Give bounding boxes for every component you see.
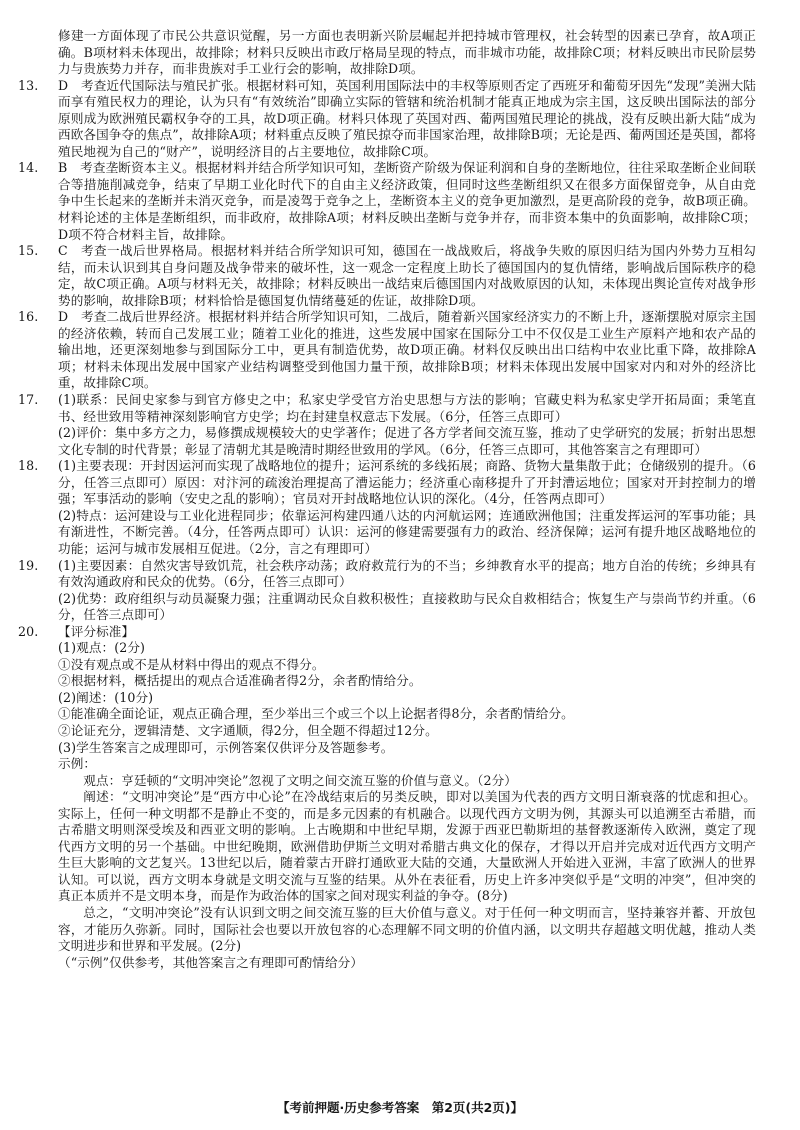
- item-text: D 考查近代国际法与殖民扩张。根据材料可知，英国利用国际法中的丰权等原则否定了西班牙和葡萄牙因先“发现”美洲大陆而享有殖民权力的理论，认为只有“有效统治”即确立实际的管辖和统治机制才能真正地成为宗主国，这反映出国际法的部分原则成为欧洲殖民霸权争夺的工具，故D项正确。材料只体现了英国对西、葡两国殖民理论的挑战，没有反映出新大陆“成为西欧各国争夺的焦点”，故排除A项；材料重点反映了殖民掠夺而非国家治理，故排除B项；无论是西、葡两国还是英国，都将殖民地视为自己的“财产”，说明经济目的占主要地位，故排除C项。: [58, 77, 756, 159]
- answer-item-20-title: [18, 623, 756, 641]
- scoring-note: (3)学生答案言之成理即可，示例答案仅供评分及答题参考。: [58, 739, 394, 755]
- answer-item-17-part2: (2)评价：集中多方之力，易修撰成规模较大的史学著作；促进了各方学者间交流互鉴，推动了史学研究的发展；折射出思想文化专制的时代背景；彰显了清朝尤其是晚清时期经世致用的学风。（6分，任答三点即可，其他答案言之有理即可）: [58, 425, 756, 457]
- answer-item-13: [18, 77, 756, 161]
- page-footer: 【考前押题·历史参考答案 第2页(共2页)】: [276, 1100, 524, 1115]
- answer-item-18-part1: [18, 458, 756, 508]
- answer-item-15: [18, 243, 756, 309]
- lead-paragraph: 修建一方面体现了市民公共意识觉醒，另一方面也表明新兴阶层崛起并把持城市管理权，社会转型的因素已孕育，故A项正确。B项材料未体现出，故排除；材料只反映出市政厅格局呈现的特点，而非城市功能，故排除C项；材料反映出市民阶层势力与贵族势力并存，而非贵族对手工业行会的影响，故排除D项。: [58, 28, 756, 77]
- item-number: 19.: [18, 557, 39, 573]
- example-conclusion: 总之，“文明冲突论”没有认识到文明之间交流互鉴的巨大价值与意义。对于任何一种文明而言，坚持兼容并蓄、开放包容，才能历久弥新。同时，国际社会也要以开放包容的心态理解不同文明的价值内涵，以文明共存超越文明优越，推动人类文明进步和世界和平发展。(2分): [58, 904, 756, 954]
- example-label: 示例：: [58, 756, 97, 772]
- item-number: 14.: [18, 160, 39, 176]
- example-elaboration: 阐述：“文明冲突论”是“西方中心论”在冷战结束后的另类反映，即对以美国为代表的西方文明日渐衰落的忧虑和担心。实际上，任何一种文明都不是静止不变的，而是多元因素的有机融合。以现代西方文明为例，其源头可以追溯至古希腊，而古希腊文明则深受埃及和西亚文明的影响。上古晚期和中世纪早期，发源于西亚巴勒斯坦的基督教逐渐传入欧洲，奠定了现代西方文明的另一个基础。中世纪晚期，欧洲借助伊斯兰文明对希腊古典文化的保存，才得以开启并完成对近代西方文明产生巨大影响的文艺复兴。13世纪以后，随着蒙古开辟打通欧亚大陆的交通，大量欧洲人开始进入亚洲，丰富了欧洲人的世界认知。可以说，西方文明本身就是文明交流与互鉴的结果。从外在表征看，历史上许多冲突似乎是“文明的冲突”，但冲突的真正本质并不是文明本身，而是作为政治体的国家之间对现实利益的争夺。(8分): [58, 789, 756, 904]
- item-number: 15.: [18, 243, 39, 259]
- scoring-argument: (2)阐述：(10分): [58, 689, 154, 705]
- example-disclaimer: （“示例”仅供参考，其他答案言之有理即可酌情给分）: [58, 954, 364, 970]
- answer-item-16: [18, 309, 756, 392]
- answer-content: [18, 28, 756, 971]
- item-number: 16.: [18, 309, 39, 325]
- item-text: (1)主要因素：自然灾害导致饥荒，社会秩序动荡；政府救荒行为的不当；乡绅教育水平的提高；地方自治的传统；乡绅具有有效沟通政府和民众的优势。（6分，任答三点即可）: [58, 557, 756, 590]
- item-number: 17.: [18, 392, 39, 408]
- item-number: 13.: [18, 77, 39, 93]
- item-text: C 考查一战后世界格局。根据材料并结合所学知识可知，德国在一战战败后，将战争失败的原因归结为国内外势力互相勾结，而未认识到其自身问题及战争带来的破坏性，这一观念一定程度上助长了德国国内的复仇情绪，影响战后国际秩序的稳定，故C项正确。A项与材料无关，故排除；材料反映出一战结束后德国国内对战败原因的认知，未体现出舆论宣传对战争形势的影响，故排除B项；材料恰恰是德国复仇情绪蔓延的佐证，故排除D项。: [58, 243, 756, 308]
- example-viewpoint: 观点：亨廷顿的“文明冲突论”忽视了文明之间交流互鉴的价值与意义。（2分）: [83, 772, 517, 788]
- item-text: D 考查二战后世界经济。根据材料并结合所学知识可知，二战后，随着新兴国家经济实力的不断上升，逐渐摆脱对原宗主国的经济依赖，转而自己发展工业；随着工业化的推进，这些发展中国家在国际分工中不仅仅是工业生产原料产地和农产品的输出地，还更深刻地参与到国际分工中，更具有制造优势，故D项正确。材料仅反映出出口结构中农业比重下降，故排除A项；材料未体现出发展中国家产业结构调整受到他国力量干预，故排除B项；材料未体现出发展中国家对内和对外的经济比重，故排除C项。: [58, 309, 756, 391]
- item-number: 18.: [18, 458, 39, 474]
- answer-item-19-part1: [18, 557, 756, 591]
- answer-item-19-part2: (2)优势：政府组织与动员凝聚力强；注重调动民众自救积极性；直接救助与民众自救相结合；恢复生产与崇尚节约并重。（6分，任答三点即可）: [58, 590, 756, 623]
- scoring-argument-b: ②论证充分，逻辑清楚、文字通顺，得2分，但全题不得超过12分。: [58, 722, 438, 738]
- item-text: (1)主要表现：开封因运河而实现了战略地位的提升；运河系统的多线拓展；商路、货物大量集散于此；仓储级别的提升。（6分，任答三点即可）原因：对汴河的疏浚治理提高了漕运能力；经济重心南移提升了开封漕运地位；国家对开封控制力的增强；军事活动的影响（安史之乱的影响）；官员对开封战略地位认识的深化。（4分，任答两点即可）: [58, 458, 756, 507]
- answer-item-18-part2: (2)特点：运河建设与工业化进程同步；依靠运河构建四通八达的内河航运网；连通欧洲他国；注重发挥运河的军事功能；具有渐进性，不断完善。（4分，任答两点即可）认识：运河的修建需要强有力的政治、经济保障；运河有提升地区战略地位的功能；运河与城市发展相互促进。（2分，言之有理即可）: [58, 507, 756, 556]
- item-text: (1)联系：民间史家参与到官方修史之中；私家史学受官方治史思想与方法的影响；官藏史料为私家史学开拓局面；秉笔直书、经世致用等精神深刻影响官方史学；均在封建皇权意志下发展。（6分，任答三点即可）: [58, 392, 756, 424]
- answer-item-17-part1: [18, 392, 756, 425]
- scoring-viewpoint: (1)观点：(2分): [58, 640, 146, 656]
- scoring-title: 【评分标准】: [58, 623, 135, 639]
- item-number: 20.: [18, 623, 39, 639]
- scoring-argument-a: ①能准确全面论证，观点正确合理，至少举出三个或三个以上论据者得8分，余者酌情给分。: [58, 706, 574, 722]
- item-text: B 考查垄断资本主义。根据材料并结合所学知识可知，垄断资产阶级为保证利润和自身的垄断地位，往往采取垄断企业间联合等措施削减竞争，结束了早期工业化时代下的自由主义经济政策，但同时这些垄断组织又在很多方面保留竞争，从自由竞争中生长起来的垄断并未消灭竞争，而是凌驾于竞争之上，垄断资本主义的竞争更加激烈，是更高阶段的竞争，故B项正确。材料论述的主体是垄断组织，而非政府，故排除A项；材料反映出垄断与竞争并存，而非资本集中的负面影响，故排除C项；D项不符合材料主旨，故排除。: [58, 160, 756, 242]
- scoring-viewpoint-b: ②根据材料，概括提出的观点合适准确者得2分，余者酌情给分。: [58, 673, 422, 689]
- scoring-viewpoint-a: ①没有观点或不是从材料中得出的观点不得分。: [58, 656, 325, 672]
- answer-item-14: [18, 160, 756, 243]
